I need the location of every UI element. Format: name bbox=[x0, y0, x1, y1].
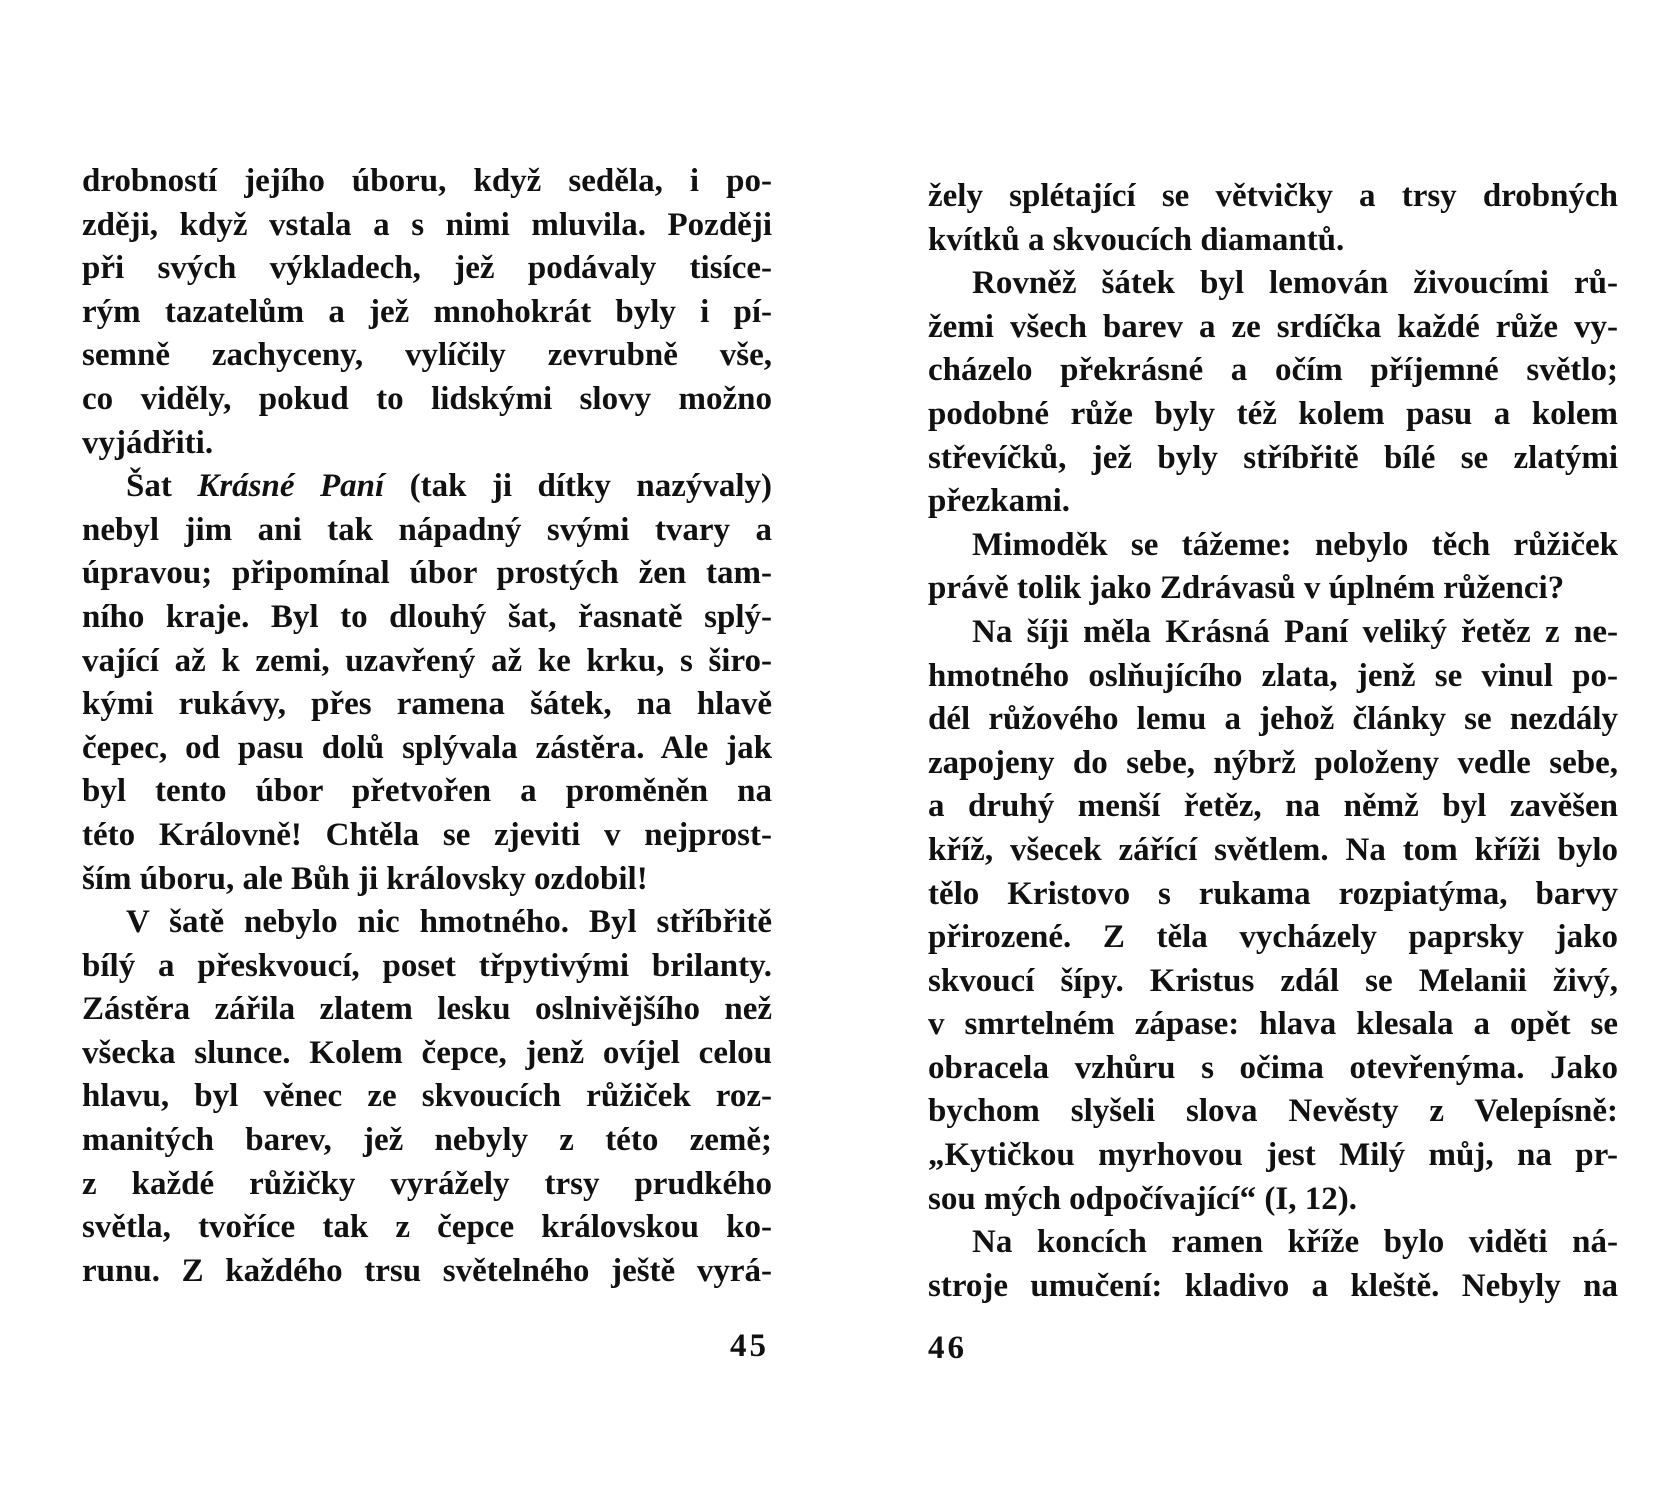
text-line: V šatě nebylo nic hmotného. Byl stříbřitě bbox=[126, 904, 772, 941]
text-line: v smrtelném zápase: hlava klesala a opět se bbox=[928, 1006, 1618, 1043]
text-line: čepec, od pasu dolů splývala zástěra. Ale jak bbox=[82, 729, 772, 766]
text-line: střevíčků, jež byly stříbřitě bílé se zlatými bbox=[928, 439, 1618, 476]
text-line: přezkami. bbox=[928, 483, 1071, 520]
text-line: „Kytičkou myrhovou jest Milý můj, na pr- bbox=[928, 1137, 1618, 1174]
text-line: obracela vzhůru s očima otevřenýma. Jako bbox=[928, 1049, 1618, 1086]
text-line: vyjádřiti. bbox=[82, 424, 214, 461]
text-line: zapojeny do sebe, nýbrž položeny vedle sebe, bbox=[928, 744, 1618, 781]
text-line: Zástěra zářila zlatem lesku oslnivějšího než bbox=[82, 991, 772, 1028]
text-line: dél růžového lemu a jehož články se nezdály bbox=[928, 701, 1618, 738]
italic-title: Krásné Paní bbox=[197, 468, 385, 505]
text-line: skvoucí šípy. Kristus zdál se Melanii živý, bbox=[928, 962, 1618, 999]
text-line: stroje umučení: kladivo a kleště. Nebyly na bbox=[928, 1267, 1618, 1304]
text-line: cházelo překrásné a očím příjemné světlo; bbox=[928, 352, 1618, 389]
text-line: úpravou; připomínal úbor prostých žen tam- bbox=[82, 555, 772, 592]
text-line bbox=[82, 465, 772, 509]
text-line: této Královně! Chtěla se zjeviti v nejprost- bbox=[82, 816, 772, 853]
text-line: přirozené. Z těla vycházely paprsky jako bbox=[928, 919, 1618, 956]
text-line: manitých barev, jež nebyly z této země; bbox=[82, 1122, 772, 1159]
text-fragment: (tak ji dítky nazývaly) bbox=[384, 468, 773, 505]
page-number: 46 bbox=[928, 1330, 967, 1366]
text-line: Na koncích ramen kříže bylo viděti ná- bbox=[972, 1224, 1618, 1261]
left-page-text bbox=[82, 160, 772, 1293]
text-line: právě tolik jako Zdrávasů v úplném růženci? bbox=[928, 570, 1565, 607]
text-line: kříž, všecek zářící světlem. Na tom kříži bylo bbox=[928, 831, 1618, 868]
text-line: při svých výkladech, jež podávaly tisíce- bbox=[82, 250, 772, 287]
text-line: Rovněž šátek byl lemován živoucími rů- bbox=[972, 265, 1618, 302]
text-line: sou mých odpočívající“ (I, 12). bbox=[928, 1180, 1357, 1217]
text-line: zději, když vstala a s nimi mluvila. Později bbox=[82, 206, 772, 243]
text-line: bílý a přeskvoucí, poset třpytivými brilanty. bbox=[82, 947, 772, 984]
text-line: hlavu, byl věnec ze skvoucích růžiček roz- bbox=[82, 1078, 772, 1115]
text-line: nebyl jim ani tak nápadný svými tvary a bbox=[82, 511, 772, 548]
text-line: všecka slunce. Kolem čepce, jenž ovíjel celou bbox=[82, 1034, 772, 1071]
text-line: žely splétající se větvičky a trsy drobných bbox=[928, 178, 1618, 214]
text-line: drobností jejího úboru, když seděla, i po- bbox=[82, 163, 772, 199]
text-line: kvítků a skvoucích diamantů. bbox=[928, 221, 1345, 258]
text-line: vající až k zemi, uzavřený až ke krku, s širo- bbox=[82, 642, 772, 679]
text-line: ším úboru, ale Bůh ji královsky ozdobil! bbox=[82, 860, 648, 897]
text-line: a druhý menší řetěz, na němž byl zavěšen bbox=[928, 788, 1618, 825]
text-line: žemi všech barev a ze srdíčka každé růže vy- bbox=[928, 308, 1618, 345]
text-fragment: Šat bbox=[126, 468, 198, 505]
text-line: Na šíji měla Krásná Paní veliký řetěz z ne- bbox=[972, 613, 1618, 650]
text-line: kými rukávy, přes ramena šátek, na hlavě bbox=[82, 686, 772, 723]
text-line: světla, tvoříce tak z čepce královskou ko- bbox=[82, 1209, 772, 1246]
text-line: ního kraje. Byl to dlouhý šat, řasnatě splý- bbox=[82, 598, 772, 635]
text-line: semně zachyceny, vylíčily zevrubně vše, bbox=[82, 337, 772, 374]
text-line: byl tento úbor přetvořen a proměněn na bbox=[82, 773, 772, 810]
text-line: tělo Kristovo s rukama rozpiatýma, barvy bbox=[928, 875, 1618, 912]
text-line: Mimoděk se tážeme: nebylo těch růžiček bbox=[972, 526, 1618, 563]
text-line: runu. Z každého trsu světelného ještě vyrá- bbox=[82, 1252, 772, 1289]
text-line: podobné růže byly též kolem pasu a kolem bbox=[928, 395, 1618, 432]
text-line: co viděly, pokud to lidskými slovy možno bbox=[82, 380, 772, 417]
text-line: bychom slyšeli slova Nevěsty z Velepísně: bbox=[928, 1093, 1618, 1130]
text-line: hmotného oslňujícího zlata, jenž se vinul po- bbox=[928, 657, 1618, 694]
right-page-text bbox=[928, 175, 1618, 1308]
text-line: rým tazatelům a jež mnohokrát byly i pí- bbox=[82, 293, 772, 330]
page-number: 45 bbox=[730, 1328, 769, 1364]
text-line: z každé růžičky vyrážely trsy prudkého bbox=[82, 1165, 772, 1202]
